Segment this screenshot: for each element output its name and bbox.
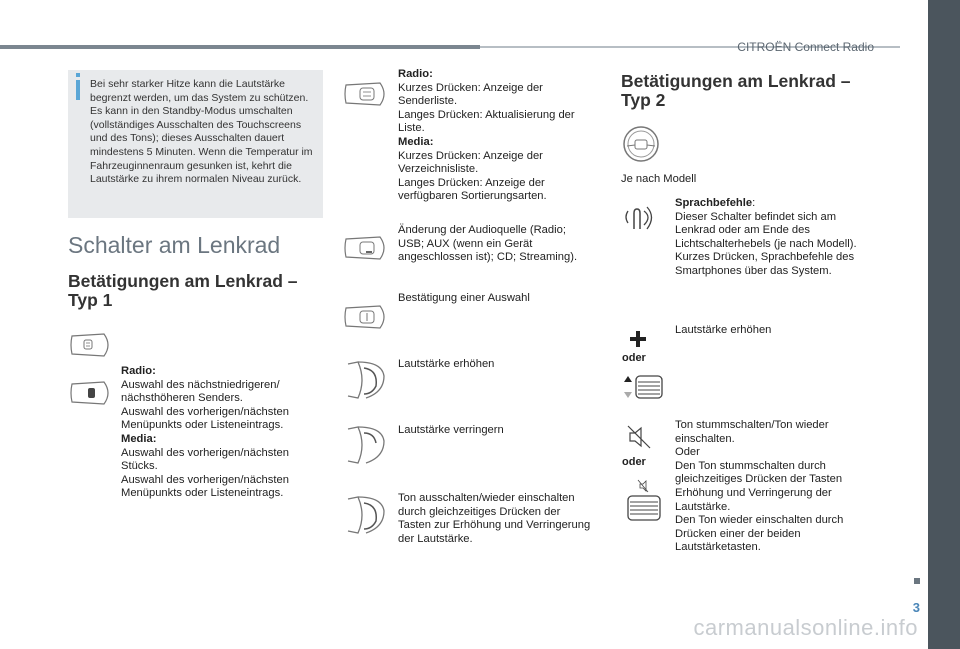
type2-heading-line1: Betätigungen am Lenkrad – <box>621 71 851 91</box>
voice-command-text <box>675 197 875 279</box>
mute-text <box>675 419 875 555</box>
mute-icon <box>626 424 652 450</box>
media-desc-1: Auswahl des vorherigen/nächsten Stücks. <box>121 446 289 473</box>
type1-heading <box>68 272 298 310</box>
volume-up-text: Lautstärke erhöhen <box>675 324 772 336</box>
column2-item6-text: Ton ausschalten/wieder einschalten durch gleichzeitiges Drücken der Tasten zur Erhöhung und Verringerung der Lautstärke. <box>398 492 591 545</box>
col2-media-desc-2: Langes Drücken: Anzeige der verfügbaren Sortierungsarten. <box>398 176 547 203</box>
column2-item1-text <box>398 68 593 204</box>
column2-item5-text: Lautstärke verringern <box>398 424 504 436</box>
col2-radio-desc-2: Langes Drücken: Aktualisierung der Liste. <box>398 108 575 135</box>
col2-radio-label: Radio: <box>398 68 433 80</box>
type2-heading <box>621 72 851 110</box>
steering-button-icon <box>68 330 114 360</box>
oder-label-1: oder <box>622 352 646 364</box>
type1-heading-line1: Betätigungen am Lenkrad – <box>68 271 298 291</box>
type1-heading-line2: Typ 1 <box>68 290 113 310</box>
column2-item2-text: Änderung der Audioquelle (Radio; USB; AUX (wenn ein Gerät angeschlossen ist); CD; Streaming). <box>398 224 578 264</box>
plus-icon <box>628 329 648 349</box>
page-end-marker <box>914 578 920 584</box>
steering-button-list-icon <box>342 80 390 108</box>
column2-item4-text: Lautstärke erhöhen <box>398 358 495 370</box>
steering-thumbwheel-icon <box>68 378 114 408</box>
media-label: Media: <box>121 432 157 445</box>
info-box-text: Bei sehr starker Hitze kann die Lautstärke begrenzt werden, um das System zu schützen. Es kann in den Standby-Modus umschalten (vollständiges Ausschalten des Touchscreens und des Tons); dieses Ausschalten dauert mindestens 5 Minuten. Wenn die Temperatur im Fahrzeuginnenraum gesunken ist, kehrt die Lautstärke zu ihrem normalen Niveau zurück. <box>90 78 313 186</box>
watermark: carmanualsonline.info <box>693 615 918 640</box>
mute-desc-3: Den Ton wieder einschalten durch Drücken einer der beiden Lautstärketasten. <box>675 514 844 554</box>
type2-heading-line2: Typ 2 <box>621 90 666 110</box>
column2-item3-text: Bestätigung einer Auswahl <box>398 292 530 304</box>
volume-rocker-icon <box>620 374 664 400</box>
type2-model-note: Je nach Modell <box>621 173 697 185</box>
section-title: Schalter am Lenkrad <box>68 232 281 258</box>
steering-button-confirm-icon <box>342 303 390 331</box>
type1-item1-text <box>121 365 321 501</box>
voice-command-icon <box>622 203 656 233</box>
volume-down-switch-icon <box>344 423 388 467</box>
steering-button-source-icon <box>342 234 390 262</box>
info-icon <box>76 80 80 100</box>
mute-switch-icon <box>344 493 388 537</box>
radio-label: Radio: <box>121 365 156 377</box>
col2-media-label: Media: <box>398 135 434 148</box>
media-desc-2: Auswahl des vorherigen/nächsten Menüpunkts oder Listeneintrags. <box>121 473 289 500</box>
radio-desc-2: Auswahl des vorherigen/nächsten Menüpunkts oder Listeneintrags. <box>121 405 289 432</box>
oder-label-2: oder <box>622 456 646 468</box>
voice-command-desc-1: Dieser Schalter befindet sich am Lenkrad oder am Ende des Lichtschalterhebels (je nach Modell). <box>675 210 857 250</box>
voice-command-label: Sprachbefehle <box>675 197 753 209</box>
radio-desc-1: Auswahl des nächstniedrigeren/ nächsthöheren Senders. <box>121 378 280 405</box>
voice-command-colon: : <box>752 197 756 209</box>
page-sidebar-band <box>928 0 960 649</box>
steering-wheel-icon <box>621 124 661 164</box>
mute-desc-2: Den Ton stummschalten durch gleichzeitiges Drücken der Tasten Erhöhung und Verringerung der Lautstärke. <box>675 459 843 513</box>
col2-radio-desc-1: Kurzes Drücken: Anzeige der Senderliste. <box>398 81 543 108</box>
volume-up-switch-icon <box>344 358 388 402</box>
page-header-title: CITROËN Connect Radio <box>737 40 874 54</box>
mute-desc-1: Ton stummschalten/Ton wieder einschalten. <box>675 419 829 445</box>
page-number: 3 <box>912 600 920 615</box>
mute-oder: Oder <box>675 446 700 459</box>
voice-command-desc-2: Kurzes Drücken, Sprachbefehle des Smartphones über das System. <box>675 251 855 277</box>
mute-rocker-icon <box>620 478 664 522</box>
header-rule-dark <box>0 45 480 49</box>
col2-media-desc-1: Kurzes Drücken: Anzeige der Verzeichnisliste. <box>398 149 543 176</box>
